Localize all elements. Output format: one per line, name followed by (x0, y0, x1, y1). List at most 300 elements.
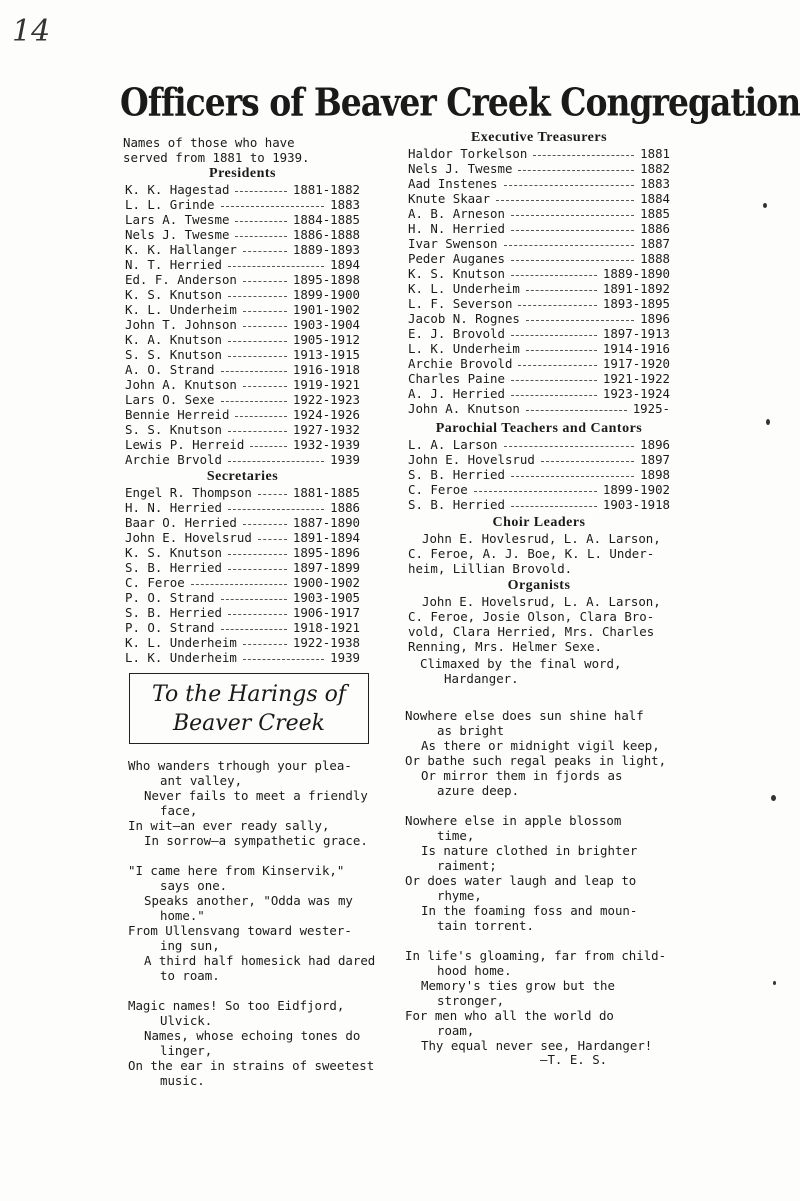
dot-leader (221, 197, 325, 207)
poem-line: hood home. (437, 963, 512, 978)
presidents-row (125, 437, 360, 452)
treasurers-row (408, 311, 670, 326)
poem-line: roam, (437, 1023, 475, 1038)
officer-name: Lars A. Twesme (125, 212, 230, 227)
officer-name: K. S. Knutson (408, 266, 505, 281)
officer-years: 1881 (640, 146, 670, 161)
secretaries-row (125, 485, 360, 500)
treasurers-row (408, 281, 670, 296)
dot-leader (518, 296, 596, 306)
teachers-row (408, 467, 670, 482)
officer-years: 1886 (640, 221, 670, 236)
officer-years: 1884 (640, 191, 670, 206)
dot-leader (250, 437, 287, 447)
poem-line: face, (160, 803, 198, 818)
officer-name: John E. Hovelsrud (408, 452, 535, 467)
officer-name: Haldor Torkelson (408, 146, 528, 161)
poem-line: "I came here from Kinservik," (128, 863, 345, 878)
poem-line: music. (160, 1073, 205, 1088)
poem-line: Nowhere else does sun shine half (405, 708, 644, 723)
right-officer-lists (408, 130, 670, 686)
officer-years: 1899-1900 (292, 287, 360, 302)
presidents-row (125, 212, 360, 227)
presidents-row (125, 452, 360, 467)
poem-line: In the foaming foss and moun- (421, 903, 638, 918)
treasurers-heading: Executive Treasurers (470, 130, 608, 145)
poem-line (128, 848, 398, 863)
choir-line: C. Feroe, A. J. Boe, K. L. Under- (408, 546, 655, 561)
presidents-row (125, 287, 360, 302)
teachers-row (408, 437, 670, 452)
officer-name: Nels J. Twesme (125, 227, 230, 242)
officer-name: John E. Hovelsrud (125, 530, 252, 545)
teachers-row (408, 482, 670, 497)
treasurers-row (408, 356, 670, 371)
officer-years: 1896 (640, 437, 670, 452)
dot-leader (243, 377, 287, 387)
dot-leader (258, 485, 287, 495)
officer-years: 1932-1939 (292, 437, 360, 452)
officer-name: S. S. Knutson (125, 347, 222, 362)
officer-years: 1903-1904 (292, 317, 360, 332)
presidents-row (125, 362, 360, 377)
dot-leader (228, 545, 287, 555)
officer-name: L. A. Larson (408, 437, 498, 452)
officer-name: Nels J. Twesme (408, 161, 513, 176)
officer-name: H. N. Herried (408, 221, 505, 236)
officer-name: L. L. Grinde (125, 197, 215, 212)
poem-line: Is nature clothed in brighter (421, 843, 638, 858)
treasurers-row (408, 326, 670, 341)
dot-leader (243, 272, 287, 282)
presidents-row (125, 227, 360, 242)
treasurers-row (408, 221, 670, 236)
scan-speck (766, 419, 770, 425)
scan-speck (771, 795, 776, 801)
officer-years: 1886 (330, 500, 360, 515)
presidents-row (125, 407, 360, 422)
officer-years: 1924-1926 (292, 407, 360, 422)
poem-line: Names, whose echoing tones do (144, 1028, 361, 1043)
poem-line: From Ullensvang toward wester- (128, 923, 352, 938)
treasurers-row (408, 251, 670, 266)
dot-leader (221, 362, 287, 372)
secretaries-heading: Secretaries (206, 469, 279, 484)
poem-title-line: To the Harings of (151, 682, 346, 707)
dot-leader (526, 311, 634, 321)
dot-leader (228, 500, 324, 510)
officer-name: S. S. Knutson (125, 422, 222, 437)
officer-name: C. Feroe (408, 482, 468, 497)
climax-text (408, 656, 670, 686)
dot-leader (235, 227, 286, 237)
officer-name: Charles Paine (408, 371, 505, 386)
dot-leader (228, 332, 287, 342)
dot-leader (191, 575, 287, 585)
poem-line: says one. (160, 878, 228, 893)
poem-line: Speaks another, "Odda was my (144, 893, 353, 908)
poem-line: as bright (437, 723, 505, 738)
officer-name: K. A. Knutson (125, 332, 222, 347)
officer-name: K. K. Hagestad (125, 182, 230, 197)
dot-leader (228, 605, 287, 615)
teachers-row (408, 452, 670, 467)
poem-signature: —T. E. S. (540, 1052, 608, 1067)
officer-years: 1884-1885 (292, 212, 360, 227)
dot-leader (526, 401, 627, 411)
poem-line: Thy equal never see, Hardanger! (421, 1038, 653, 1053)
officer-name: Baar O. Herried (125, 515, 237, 530)
officer-name: L. K. Underheim (125, 650, 237, 665)
poem-line: home." (160, 908, 205, 923)
dot-leader (228, 560, 287, 570)
poem-line (405, 933, 677, 948)
officer-years: 1922-1923 (292, 392, 360, 407)
officer-years: 1919-1921 (292, 377, 360, 392)
dot-leader (474, 482, 597, 492)
organists-line: C. Feroe, Josie Olson, Clara Bro- (408, 609, 655, 624)
poem-line: azure deep. (437, 783, 520, 798)
officer-years: 1888 (640, 251, 670, 266)
secretaries-row (125, 590, 360, 605)
dot-leader (511, 326, 597, 336)
climax-line: Climaxed by the final word, (420, 656, 622, 671)
officer-name: K. K. Hallanger (125, 242, 237, 257)
treasurers-row (408, 176, 670, 191)
secretaries-row (125, 515, 360, 530)
poem-line: Magic names! So too Eidfjord, (128, 998, 345, 1013)
officer-years: 1895-1896 (292, 545, 360, 560)
officer-years: 1891-1894 (292, 530, 360, 545)
officer-name: Lewis P. Herreid (125, 437, 245, 452)
choir-line: heim, Lillian Brovold. (408, 561, 573, 576)
dot-leader (228, 422, 287, 432)
officer-name: K. L. Underheim (125, 635, 237, 650)
officer-name: S. B. Herried (125, 560, 222, 575)
officer-name: A. J. Herried (408, 386, 505, 401)
poem-title-line: Beaver Creek (173, 711, 325, 736)
officer-years: 1882 (640, 161, 670, 176)
dot-leader (221, 620, 287, 630)
officer-years: 1922-1938 (292, 635, 360, 650)
officer-name: P. O. Strand (125, 620, 215, 635)
intro-line: served from 1881 to 1939. (123, 150, 310, 165)
poem-right-column (405, 708, 677, 1053)
dot-leader (526, 281, 597, 291)
officer-years: 1927-1932 (292, 422, 360, 437)
poem-line: to roam. (160, 968, 220, 983)
poem-line: In wit—an ever ready sally, (128, 818, 330, 833)
officer-name: S. B. Herried (125, 605, 222, 620)
secretaries-row (125, 620, 360, 635)
presidents-row (125, 332, 360, 347)
officer-name: K. L. Underheim (125, 302, 237, 317)
scan-speck (773, 981, 776, 985)
secretaries-row (125, 575, 360, 590)
dot-leader (243, 242, 287, 252)
officer-name: K. S. Knutson (125, 545, 222, 560)
dot-leader (511, 221, 634, 231)
dot-leader (221, 590, 287, 600)
dot-leader (526, 341, 597, 351)
officer-name: A. B. Arneson (408, 206, 505, 221)
poem-line: Or bathe such regal peaks in light, (405, 753, 667, 768)
intro-text (123, 135, 371, 165)
poem-line: For men who all the world do (405, 1008, 614, 1023)
officer-name: Ed. F. Anderson (125, 272, 237, 287)
left-officer-lists (125, 166, 360, 665)
dot-leader (511, 497, 597, 507)
officer-years: 1896 (640, 311, 670, 326)
officer-years: 1897 (640, 452, 670, 467)
officer-name: John A. Knutson (125, 377, 237, 392)
poem-line: On the ear in strains of sweetest (128, 1058, 375, 1073)
secretaries-row (125, 545, 360, 560)
poem-line: stronger, (437, 993, 505, 1008)
officer-years: 1899-1902 (602, 482, 670, 497)
secretaries-row (125, 560, 360, 575)
dot-leader (504, 437, 635, 447)
dot-leader (511, 467, 634, 477)
presidents-row (125, 317, 360, 332)
dot-leader (533, 146, 634, 156)
teachers-list (408, 437, 670, 512)
organists-line: Renning, Mrs. Helmer Sexe. (408, 639, 602, 654)
organists-text (408, 594, 670, 654)
dot-leader (504, 176, 635, 186)
presidents-row (125, 257, 360, 272)
dot-leader (518, 356, 596, 366)
poem-line: Memory's ties grow but the (421, 978, 615, 993)
officer-name: E. J. Brovold (408, 326, 505, 341)
climax-line: Hardanger. (444, 671, 519, 686)
officer-name: Lars O. Sexe (125, 392, 215, 407)
dot-leader (258, 530, 287, 540)
treasurers-row (408, 341, 670, 356)
officer-name: K. S. Knutson (125, 287, 222, 302)
presidents-row (125, 242, 360, 257)
officer-name: Archie Brvold (125, 452, 222, 467)
officer-years: 1917-1920 (602, 356, 670, 371)
dot-leader (511, 251, 634, 261)
treasurers-row (408, 206, 670, 221)
officer-name: Engel R. Thompson (125, 485, 252, 500)
dot-leader (541, 452, 634, 462)
dot-leader (511, 386, 597, 396)
officer-name: Jacob N. Rognes (408, 311, 520, 326)
dot-leader (235, 407, 286, 417)
presidents-row (125, 272, 360, 287)
dot-leader (504, 236, 635, 246)
poem-line (128, 983, 398, 998)
officer-years: 1881-1882 (292, 182, 360, 197)
choir-leaders-text (408, 531, 670, 576)
treasurers-row (408, 296, 670, 311)
dot-leader (243, 317, 287, 327)
presidents-row (125, 392, 360, 407)
secretaries-row (125, 635, 360, 650)
dot-leader (228, 452, 324, 462)
scan-speck (763, 203, 767, 208)
page-number: 14 (12, 14, 51, 49)
treasurers-row (408, 266, 670, 281)
poem-line: rhyme, (437, 888, 482, 903)
treasurers-list (408, 146, 670, 416)
officer-years: 1895-1898 (292, 272, 360, 287)
officer-years: 1893-1895 (602, 296, 670, 311)
dot-leader (243, 515, 287, 525)
officer-name: Ivar Swenson (408, 236, 498, 251)
presidents-heading: Presidents (209, 166, 276, 181)
officer-years: 1881-1885 (292, 485, 360, 500)
dot-leader (243, 650, 324, 660)
poem-line: Nowhere else in apple blossom (405, 813, 622, 828)
treasurers-row (408, 236, 670, 251)
officer-name: H. N. Herried (125, 500, 222, 515)
poem-line: Never fails to meet a friendly (144, 788, 368, 803)
officer-name: S. B. Herried (408, 467, 505, 482)
officer-years: 1921-1922 (602, 371, 670, 386)
secretaries-row (125, 650, 360, 665)
officer-years: 1887-1890 (292, 515, 360, 530)
officer-name: L. K. Underheim (408, 341, 520, 356)
officer-name: John T. Johnson (125, 317, 237, 332)
officer-years: 1905-1912 (292, 332, 360, 347)
poem-line: In life's gloaming, far from child- (405, 948, 667, 963)
poem-line: time, (437, 828, 475, 843)
treasurers-row (408, 401, 670, 416)
dot-leader (496, 191, 634, 201)
secretaries-row (125, 500, 360, 515)
officer-name: N. T. Herried (125, 257, 222, 272)
officer-name: P. O. Strand (125, 590, 215, 605)
presidents-row (125, 422, 360, 437)
dot-leader (221, 392, 287, 402)
officer-years: 1891-1892 (602, 281, 670, 296)
treasurers-row (408, 386, 670, 401)
choir-line: John E. Hovlesrud, L. A. Larson, (422, 531, 661, 546)
dot-leader (235, 182, 286, 192)
officer-years: 1916-1918 (292, 362, 360, 377)
officer-years: 1923-1924 (602, 386, 670, 401)
officer-name: Knute Skaar (408, 191, 491, 206)
officer-years: 1898 (640, 467, 670, 482)
organists-line: John E. Hovelsrud, L. A. Larson, (422, 594, 661, 609)
dot-leader (511, 266, 597, 276)
dot-leader (511, 206, 634, 216)
officer-name: A. O. Strand (125, 362, 215, 377)
treasurers-row (408, 161, 670, 176)
poem-line (405, 798, 677, 813)
officer-years: 1883 (330, 197, 360, 212)
presidents-row (125, 182, 360, 197)
officer-name: K. L. Underheim (408, 281, 520, 296)
officer-name: Peder Auganes (408, 251, 505, 266)
officer-name: S. B. Herried (408, 497, 505, 512)
officer-years: 1894 (330, 257, 360, 272)
officer-years: 1918-1921 (292, 620, 360, 635)
officer-name: C. Feroe (125, 575, 185, 590)
intro-line: Names of those who have (123, 135, 295, 150)
poem-line: ing sun, (160, 938, 220, 953)
presidents-row (125, 197, 360, 212)
officer-years: 1897-1913 (602, 326, 670, 341)
dot-leader (243, 635, 287, 645)
officer-years: 1889-1893 (292, 242, 360, 257)
poem-line: raiment; (437, 858, 497, 873)
officer-years: 1903-1918 (602, 497, 670, 512)
officer-name: Bennie Herreid (125, 407, 230, 422)
officer-name: Aad Instenes (408, 176, 498, 191)
poem-title-box (129, 673, 369, 744)
officer-years: 1913-1915 (292, 347, 360, 362)
poem-left-column (128, 758, 398, 1088)
teachers-row (408, 497, 670, 512)
dot-leader (228, 287, 287, 297)
officer-years: 1901-1902 (292, 302, 360, 317)
choir-heading: Choir Leaders (492, 515, 586, 530)
poem-line: A third half homesick had dared (144, 953, 376, 968)
officer-years: 1889-1890 (602, 266, 670, 281)
officer-years: 1883 (640, 176, 670, 191)
presidents-row (125, 302, 360, 317)
treasurers-row (408, 146, 670, 161)
poem-line: ant valley, (160, 773, 243, 788)
officer-years: 1906-1917 (292, 605, 360, 620)
poem-line: tain torrent. (437, 918, 534, 933)
page-title: Officers of Beaver Creek Congregation (120, 80, 800, 125)
poem-line: Who wanders trhough your plea- (128, 758, 352, 773)
secretaries-list (125, 485, 360, 665)
officer-years: 1903-1905 (292, 590, 360, 605)
officer-years: 1925- (632, 401, 670, 416)
officer-years: 1900-1902 (292, 575, 360, 590)
officer-name: L. F. Severson (408, 296, 513, 311)
organists-line: vold, Clara Herried, Mrs. Charles (408, 624, 655, 639)
officer-years: 1887 (640, 236, 670, 251)
teachers-heading: Parochial Teachers and Cantors (435, 421, 643, 436)
officer-years: 1897-1899 (292, 560, 360, 575)
poem-line: Or mirror them in fjords as (421, 768, 623, 783)
organists-heading: Organists (507, 578, 571, 593)
treasurers-row (408, 371, 670, 386)
treasurers-row (408, 191, 670, 206)
presidents-list (125, 182, 360, 467)
dot-leader (511, 371, 597, 381)
dot-leader (228, 347, 287, 357)
secretaries-row (125, 530, 360, 545)
officer-name: Archie Brovold (408, 356, 513, 371)
dot-leader (243, 302, 287, 312)
poem-line: linger, (160, 1043, 213, 1058)
secretaries-row (125, 605, 360, 620)
officer-name: John A. Knutson (408, 401, 520, 416)
officer-years: 1939 (330, 452, 360, 467)
officer-years: 1886-1888 (292, 227, 360, 242)
poem-line: Ulvick. (160, 1013, 213, 1028)
poem-line: As there or midnight vigil keep, (421, 738, 660, 753)
officer-years: 1939 (330, 650, 360, 665)
dot-leader (518, 161, 634, 171)
dot-leader (235, 212, 286, 222)
dot-leader (228, 257, 324, 267)
officer-years: 1885 (640, 206, 670, 221)
poem-line: Or does water laugh and leap to (405, 873, 637, 888)
poem-line: In sorrow—a sympathetic grace. (144, 833, 368, 848)
presidents-row (125, 377, 360, 392)
officer-years: 1914-1916 (602, 341, 670, 356)
presidents-row (125, 347, 360, 362)
